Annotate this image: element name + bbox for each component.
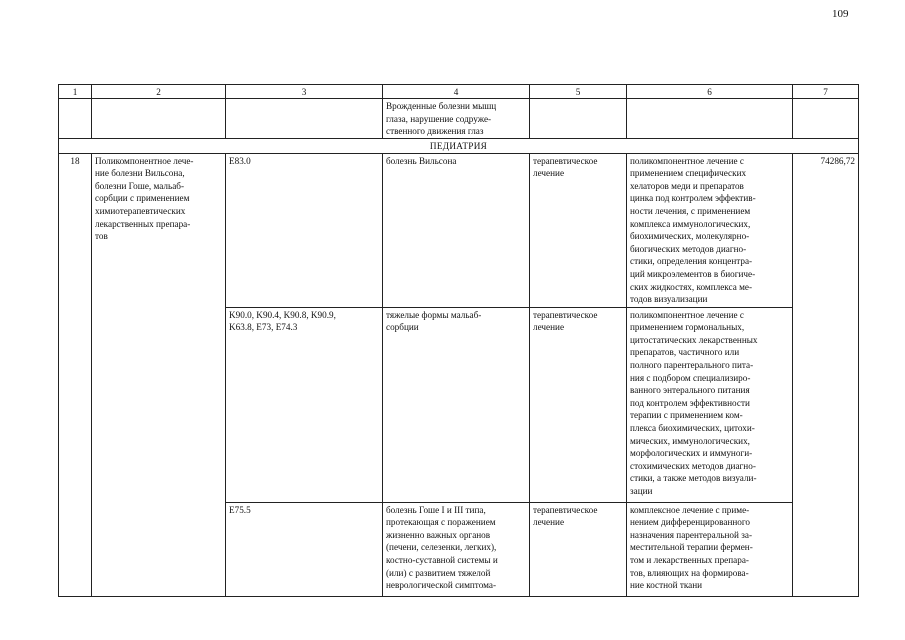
method-name-cell: Поликомпонентное лече- ние болезни Вильсона, болезни Гоше, мальаб- сорбции с применением химиотерапевтических лекарственных препара- тов <box>92 153 226 596</box>
disease-cell: болезнь Гоше I и III типа, протекающая с поражением жизненно важных органов (печени, селезенки, легких), костно-суставной системы и (или) с развитием тяжелой неврологической симптома- <box>383 502 530 596</box>
cell <box>530 99 627 139</box>
icd-codes-cell: E83.0 <box>226 153 383 307</box>
treatment-method-cell: поликомпонентное лечение с применением гормональных, цитостатических лекарственных препаратов, частичного или полного парентерального пита- ния с подбором специализиро- ванного энтерального питания под контролем эффективности терапии с применением ком- плекса биохимических, цитохи- мических, иммунологических, морфологических и иммуноги- стохимических методов диагно- стики, а также методов визуали- зации <box>627 307 793 502</box>
icd-codes-cell: K90.0, K90.4, K90.8, K90.9, K63.8, E73, E74.3 <box>226 307 383 502</box>
cell <box>92 99 226 139</box>
table-row <box>59 153 859 307</box>
section-title: ПЕДИАТРИЯ <box>59 139 859 154</box>
column-number: 2 <box>92 85 226 99</box>
column-number: 6 <box>627 85 793 99</box>
price-cell: 74286,72 <box>793 153 859 596</box>
page-number: 109 <box>832 8 849 20</box>
section-row <box>59 139 859 154</box>
icd-codes-cell: E75.5 <box>226 502 383 596</box>
cell <box>226 99 383 139</box>
cell <box>627 99 793 139</box>
procedures-table <box>58 84 859 597</box>
treatment-type-cell: терапевтическое лечение <box>530 307 627 502</box>
treatment-type-cell: терапевтическое лечение <box>530 153 627 307</box>
cell <box>59 99 92 139</box>
disease-cell: болезнь Вильсона <box>383 153 530 307</box>
column-number: 7 <box>793 85 859 99</box>
treatment-method-cell: комплексное лечение с приме- нением дифференцированного назначения парентеральной за- местительной терапии фермен- том и лекарственных препара- тов, влияющих на формирова- ние костной ткани <box>627 502 793 596</box>
continued-disease-cell: Врожденные болезни мышц глаза, нарушение содруже- ственного движения глаз <box>383 99 530 139</box>
disease-cell: тяжелые формы мальаб- сорбции <box>383 307 530 502</box>
column-number-row <box>59 85 859 99</box>
column-number: 4 <box>383 85 530 99</box>
cell <box>793 99 859 139</box>
continued-row <box>59 99 859 139</box>
treatment-type-cell: терапевтическое лечение <box>530 502 627 596</box>
column-number: 3 <box>226 85 383 99</box>
treatment-method-cell: поликомпонентное лечение с применением специфических хелаторов меди и препаратов цинка под контролем эффектив- ности лечения, с применением комплекса иммунологических, биохимических, молекулярно- биогических методов диагно- стики, определения концентра- ций микроэлементов в биогиче- ских жидкостях, комплекса ме- тодов визуализации <box>627 153 793 307</box>
entry-number: 18 <box>59 153 92 596</box>
column-number: 1 <box>59 85 92 99</box>
column-number: 5 <box>530 85 627 99</box>
